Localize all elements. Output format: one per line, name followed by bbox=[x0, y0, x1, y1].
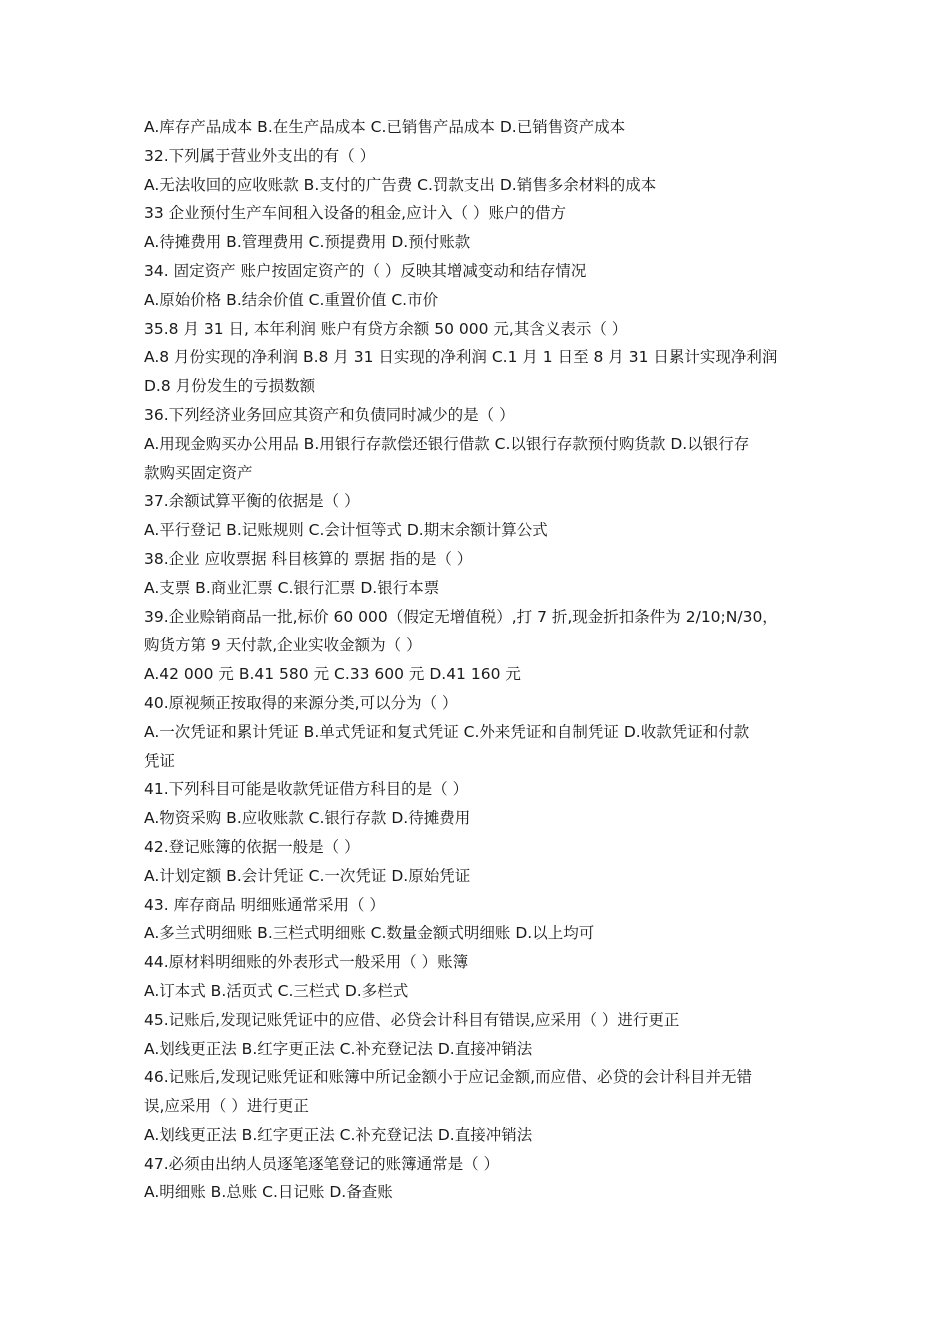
text-line: A.平行登记 B.记账规则 C.会计恒等式 D.期末余额计算公式 bbox=[144, 521, 548, 540]
text-line: A.划线更正法 B.红字更正法 C.补充登记法 D.直接冲销法 bbox=[144, 1039, 533, 1058]
question-37: 37.余额试算平衡的依据是（ ） bbox=[144, 492, 360, 511]
question-39: 39.企业赊销商品一批,标价 60 000（假定无增值税）,打 7 折,现金折扣条件为 2/10;N/30， bbox=[144, 607, 778, 626]
text-line: D.8 月份发生的亏损数额 bbox=[144, 377, 316, 396]
text-line: A.多兰式明细账 B.三栏式明细账 C.数量金额式明细账 D.以上均可 bbox=[144, 924, 595, 943]
question-43: 43. 库存商品 明细账通常采用（ ） bbox=[144, 895, 385, 914]
text-line: A.计划定额 B.会计凭证 C.一次凭证 D.原始凭证 bbox=[144, 866, 471, 885]
question-42: 42.登记账簿的依据一般是（ ） bbox=[144, 837, 360, 856]
question-40: 40.原视频正按取得的来源分类,可以分为（ ） bbox=[144, 693, 458, 712]
text-line: 购货方第 9 天付款,企业实收金额为（ ） bbox=[144, 636, 422, 655]
question-36: 36.下列经济业务回应其资产和负债同时减少的是（ ） bbox=[144, 405, 515, 424]
question-32: 32.下列属于营业外支出的有（ ） bbox=[144, 146, 376, 165]
text-line: A.支票 B.商业汇票 C.银行汇票 D.银行本票 bbox=[144, 578, 440, 597]
question-35: 35.8 月 31 日, 本年利润 账户有贷方余额 50 000 元,其含义表示（ ） bbox=[144, 319, 628, 338]
question-44: 44.原材料明细账的外表形式一般采用（ ）账簿 bbox=[144, 953, 469, 972]
text-line: A.一次凭证和累计凭证 B.单式凭证和复式凭证 C.外来凭证和自制凭证 D.收款凭证和付款 bbox=[144, 722, 750, 741]
text-line: A.42 000 元 B.41 580 元 C.33 600 元 D.41 160 元 bbox=[144, 665, 521, 684]
text-line: 误,应采用（ ）进行更正 bbox=[144, 1097, 309, 1116]
text-line: A.明细账 B.总账 C.日记账 D.备查账 bbox=[144, 1183, 393, 1202]
text-line: A.待摊费用 B.管理费用 C.预提费用 D.预付账款 bbox=[144, 233, 471, 252]
question-41: 41.下列科目可能是收款凭证借方科目的是（ ） bbox=[144, 780, 469, 799]
text-line: A.无法收回的应收账款 B.支付的广告费 C.罚款支出 D.销售多余材料的成本 bbox=[144, 175, 657, 194]
text-line: A.原始价格 B.结余价值 C.重置价值 C.市价 bbox=[144, 290, 439, 309]
document-body bbox=[144, 113, 814, 1207]
text-line: 款购买固定资产 bbox=[144, 463, 253, 482]
text-line: A.物资采购 B.应收账款 C.银行存款 D.待摊费用 bbox=[144, 809, 471, 828]
question-45: 45.记账后,发现记账凭证中的应借、必贷会计科目有错误,应采用（ ）进行更正 bbox=[144, 1010, 680, 1029]
question-34: 34. 固定资产 账户按固定资产的（ ）反映其增减变动和结存情况 bbox=[144, 261, 587, 280]
question-47: 47.必须由出纳人员逐笔逐笔登记的账簿通常是（ ） bbox=[144, 1154, 500, 1173]
text-line: A.用现金购买办公用品 B.用银行存款偿还银行借款 C.以银行存款预付购货款 D.以银行存 bbox=[144, 434, 750, 453]
text-line: A.订本式 B.活页式 C.三栏式 D.多栏式 bbox=[144, 981, 409, 1000]
question-33: 33 企业预付生产车间租入设备的租金,应计入（ ）账户的借方 bbox=[144, 204, 567, 223]
text-line: A.划线更正法 B.红字更正法 C.补充登记法 D.直接冲销法 bbox=[144, 1125, 533, 1144]
question-46: 46.记账后,发现记账凭证和账簿中所记金额小于应记金额,而应借、必贷的会计科目并无错 bbox=[144, 1068, 753, 1087]
text-line: 凭证 bbox=[144, 751, 176, 770]
text-line: A.库存产品成本 B.在生产品成本 C.已销售产品成本 D.已销售资产成本 bbox=[144, 118, 626, 136]
question-38: 38.企业 应收票据 科目核算的 票据 指的是（ ） bbox=[144, 549, 473, 568]
text-line: A.8 月份实现的净利润 B.8 月 31 日实现的净利润 C.1 月 1 日至 8 月 31 日累计实现净利润 bbox=[144, 348, 778, 367]
